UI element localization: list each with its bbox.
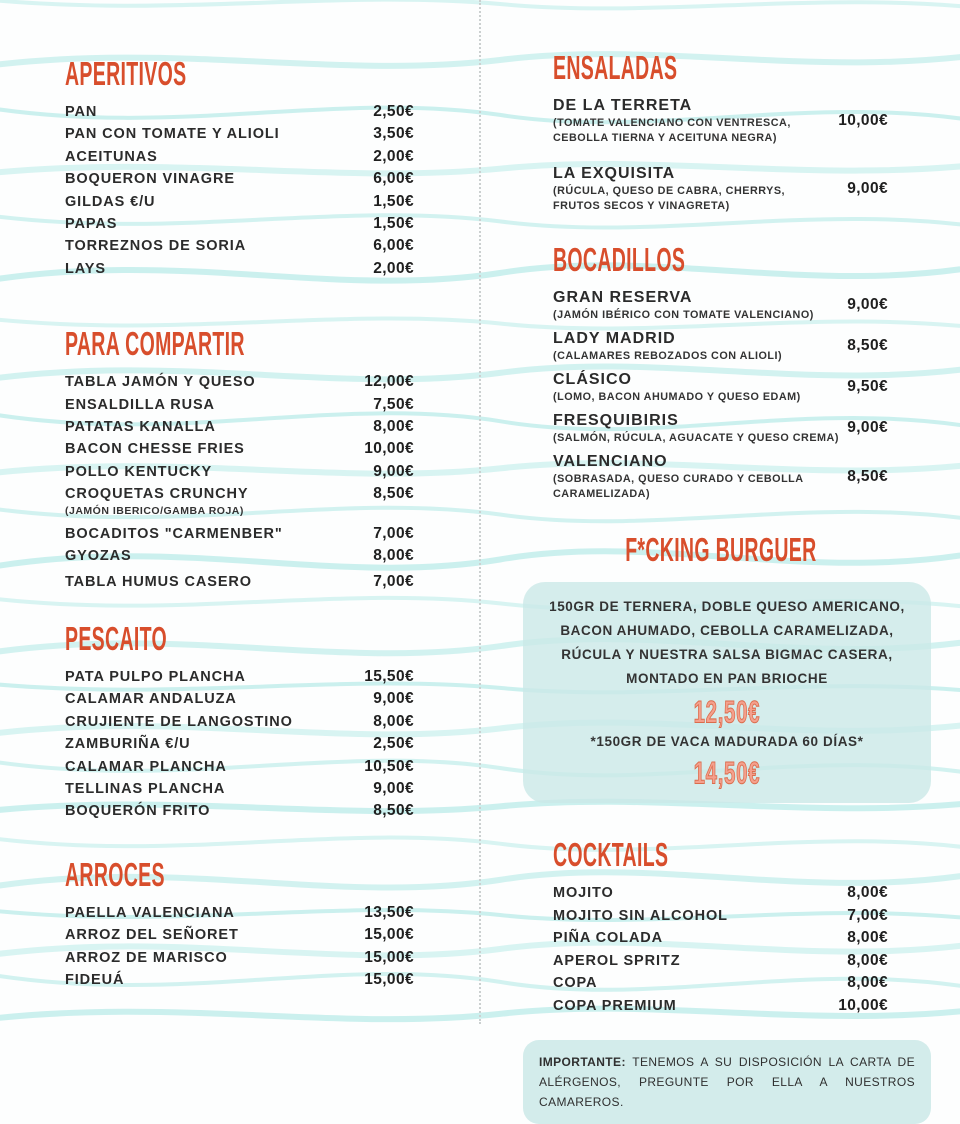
item-price: 1,50€ xyxy=(373,215,414,233)
section-title-text: ENSALADAS xyxy=(553,48,678,87)
item-price: 3,50€ xyxy=(373,125,414,143)
menu-item-row xyxy=(553,972,888,995)
menu-item-row xyxy=(65,258,414,280)
item-price: 8,50€ xyxy=(847,467,888,485)
menu-item-row xyxy=(65,545,414,567)
item-name: APEROL SPRITZ xyxy=(553,952,681,969)
item-price: 8,00€ xyxy=(373,547,414,565)
menu-item-row xyxy=(65,213,414,235)
item-name: MOJITO xyxy=(553,885,614,901)
menu-item-row xyxy=(65,711,414,733)
item-price: 9,00€ xyxy=(847,296,888,313)
item-description: (JAMÓN IBÉRICO CON TOMATE VALENCIANO) xyxy=(553,309,814,321)
item-name: ACEITUNAS xyxy=(65,148,158,165)
item-name: CALAMAR ANDALUZA xyxy=(65,691,237,708)
section-title-text: PARA COMPARTIR xyxy=(65,324,245,363)
menu-item-row xyxy=(65,416,414,438)
section-title-text: F*CKING BURGUER xyxy=(624,530,817,569)
section-title xyxy=(65,619,414,658)
section-title xyxy=(553,240,888,279)
item-name: ZAMBURIÑA €/U xyxy=(65,736,191,753)
menu-item-row xyxy=(65,438,414,460)
item-description: (TOMATE VALENCIANO CON VENTRESCA, CEBOLLA TIERNA Y ACEITUNA NEGRA) xyxy=(553,117,791,144)
item-name: CLÁSICO xyxy=(553,371,632,388)
item-price: 15,50€ xyxy=(364,667,414,685)
item-price: 9,00€ xyxy=(847,179,888,197)
menu-item-row xyxy=(65,123,414,145)
item-name: GYOZAS xyxy=(65,548,132,565)
item-price: 13,50€ xyxy=(364,903,414,921)
item-name: MOJITO SIN ALCOHOL xyxy=(553,907,728,924)
item-name: ARROZ DE MARISCO xyxy=(65,949,228,966)
item-detail: (JAMÓN IBERICO/GAMBA ROJA) xyxy=(65,504,244,517)
menu-right-column xyxy=(480,0,960,1109)
menu-item-row xyxy=(65,523,414,545)
section-title-text: ARROCES xyxy=(65,855,165,894)
section-title-text: COCKTAILS xyxy=(553,835,669,874)
item-name: ENSALDILLA RUSA xyxy=(65,396,215,413)
item-name: PAPAS xyxy=(65,216,118,233)
item-name: CROQUETAS CRUNCHY xyxy=(65,486,249,503)
item-name: COPA xyxy=(553,975,598,992)
menu-item-row xyxy=(553,410,888,446)
menu-item-row xyxy=(553,163,888,214)
burger-price-text: 14,50€ xyxy=(693,756,761,791)
burger-description: 150GR DE TERNERA, DOBLE QUESO AMERICANO, BACON AHUMADO, CEBOLLA CARAMELIZADA, RÚCULA Y NUESTRA SALSA BIGMAC CASERA, MONTADO EN PAN BRIOCHE xyxy=(549,599,905,686)
menu-item-row xyxy=(65,191,414,213)
item-price: 10,00€ xyxy=(364,440,414,458)
item-name: FIDEUÁ xyxy=(65,971,125,988)
item-name: GILDAS €/U xyxy=(65,193,156,210)
menu-item-row xyxy=(65,666,414,688)
item-price: 8,00€ xyxy=(847,974,888,992)
section-ensaladas xyxy=(553,50,888,214)
menu-item-row xyxy=(553,950,888,973)
allergen-note-text: TENEMOS A SU DISPOSICIÓN LA CARTA DE ALÉRGENOS, PREGUNTE POR ELLA A NUESTROS CAMAREROS. xyxy=(539,1054,915,1109)
item-price: 6,00€ xyxy=(373,237,414,255)
menu-item-row xyxy=(65,924,414,946)
menu-item-row xyxy=(553,905,888,928)
item-name: PAN CON TOMATE Y ALIOLI xyxy=(65,126,280,143)
section-para-compartir xyxy=(65,326,414,593)
item-name: TABLA JAMÓN Y QUESO xyxy=(65,374,256,391)
item-price: 9,00€ xyxy=(373,690,414,708)
menu-item-row xyxy=(65,902,414,924)
menu-item-row xyxy=(65,969,414,991)
item-name: DE LA TERRETA xyxy=(553,97,693,114)
menu-item-row xyxy=(553,882,888,905)
item-description: (SALMÓN, RÚCULA, AGUACATE Y QUESO CREMA) xyxy=(553,432,839,444)
item-name: BOQUERON VINAGRE xyxy=(65,171,235,188)
item-price: 10,50€ xyxy=(364,757,414,775)
menu-item-row xyxy=(65,947,414,969)
item-price: 8,00€ xyxy=(847,951,888,969)
item-price: 9,50€ xyxy=(847,378,888,395)
menu-item-row xyxy=(65,394,414,416)
item-price: 10,00€ xyxy=(838,111,888,129)
item-price: 6,00€ xyxy=(373,170,414,188)
item-price: 9,00€ xyxy=(373,462,414,480)
item-price: 12,00€ xyxy=(364,373,414,391)
section-title xyxy=(65,324,414,363)
item-description: (LOMO, BACON AHUMADO Y QUESO EDAM) xyxy=(553,391,801,403)
menu-item-row xyxy=(553,927,888,950)
section-title xyxy=(65,855,414,894)
item-name: FRESQUIBIRIS xyxy=(553,412,679,429)
menu-item-row xyxy=(65,168,414,190)
item-price: 9,00€ xyxy=(847,419,888,436)
item-price: 8,50€ xyxy=(373,802,414,820)
menu-item-row xyxy=(553,369,888,405)
item-price: 7,00€ xyxy=(373,524,414,542)
menu-item-row xyxy=(65,461,414,483)
item-price: 7,00€ xyxy=(373,572,414,590)
burger-price xyxy=(543,756,911,791)
item-price: 15,00€ xyxy=(364,926,414,944)
section-bocadillos xyxy=(553,242,888,502)
item-name: LAYS xyxy=(65,260,106,277)
allergen-note-label: IMPORTANTE: xyxy=(539,1054,626,1069)
menu-item-row xyxy=(65,101,414,123)
menu-item-row xyxy=(65,235,414,257)
item-name: BOCADITOS "CARMENBER" xyxy=(65,525,283,542)
item-name: GRAN RESERVA xyxy=(553,289,693,306)
item-name: PATA PULPO PLANCHA xyxy=(65,668,246,685)
item-price: 1,50€ xyxy=(373,192,414,210)
item-price: 8,00€ xyxy=(373,712,414,730)
item-name: CRUJIENTE DE LANGOSTINO xyxy=(65,713,293,730)
section-arroces xyxy=(65,857,414,992)
menu-item-row xyxy=(65,483,414,505)
item-price: 2,50€ xyxy=(373,735,414,753)
item-price: 2,00€ xyxy=(373,147,414,165)
item-description: (CALAMARES REBOZADOS CON ALIOLI) xyxy=(553,350,783,362)
burger-price-text: 12,50€ xyxy=(693,695,761,730)
section-title xyxy=(553,530,888,569)
item-name: VALENCIANO xyxy=(553,453,668,470)
menu-item-row xyxy=(553,451,888,502)
section-title xyxy=(65,54,414,93)
item-price: 2,50€ xyxy=(373,103,414,120)
item-name: POLLO KENTUCKY xyxy=(65,463,213,480)
item-name: PAN xyxy=(65,104,98,120)
section-title-text: APERITIVOS xyxy=(65,54,187,93)
item-description: (SOBRASADA, QUESO CURADO Y CEBOLLA CARAMELIZADA) xyxy=(553,473,804,500)
item-price: 7,50€ xyxy=(373,395,414,413)
item-description: (RÚCULA, QUESO DE CABRA, CHERRYS, FRUTOS SECOS Y VINAGRETA) xyxy=(553,185,786,212)
allergen-note xyxy=(523,1040,931,1124)
section-title-text: BOCADILLOS xyxy=(553,240,686,279)
item-name: CALAMAR PLANCHA xyxy=(65,758,227,775)
item-price: 8,00€ xyxy=(847,929,888,947)
item-name: BOQUERÓN FRITO xyxy=(65,803,211,820)
item-name: BACON CHESSE FRIES xyxy=(65,441,245,458)
item-price: 9,00€ xyxy=(373,779,414,797)
section-cocktails xyxy=(553,837,888,1018)
menu-item-row xyxy=(65,800,414,822)
item-name: TELLINAS PLANCHA xyxy=(65,780,226,797)
item-price: 15,00€ xyxy=(364,948,414,966)
item-price: 8,50€ xyxy=(847,337,888,354)
item-name: LA EXQUISITA xyxy=(553,165,676,182)
menu-item-row xyxy=(65,756,414,778)
burger-panel xyxy=(523,582,931,803)
item-name: COPA PREMIUM xyxy=(553,997,677,1014)
menu-item-row xyxy=(65,688,414,710)
section-title xyxy=(553,48,888,87)
menu-item-row xyxy=(553,287,888,323)
burger-upgrade-note: *150GR DE VACA MADURADA 60 DÍAS* xyxy=(590,734,864,749)
item-name: LADY MADRID xyxy=(553,330,676,347)
item-price: 8,00€ xyxy=(847,884,888,901)
section-burger xyxy=(549,530,905,803)
menu-item-row xyxy=(65,146,414,168)
menu-item-row xyxy=(65,778,414,800)
item-price: 8,50€ xyxy=(373,485,414,503)
item-price: 8,00€ xyxy=(373,418,414,436)
section-pescaito xyxy=(65,621,414,823)
burger-price xyxy=(543,695,911,730)
item-name: PAELLA VALENCIANA xyxy=(65,904,235,921)
item-price: 2,00€ xyxy=(373,259,414,277)
item-price: 10,00€ xyxy=(838,996,888,1014)
section-aperitivos xyxy=(65,56,414,280)
item-name: TORREZNOS DE SORIA xyxy=(65,238,247,255)
item-price: 7,00€ xyxy=(847,906,888,924)
section-title xyxy=(553,835,888,874)
menu-item-row xyxy=(65,733,414,755)
menu-item-row xyxy=(553,995,888,1018)
item-name: ARROZ DEL SEÑORET xyxy=(65,927,239,944)
menu-left-column xyxy=(0,0,480,1024)
item-name: PIÑA COLADA xyxy=(553,930,664,947)
item-price: 15,00€ xyxy=(364,970,414,988)
menu-item-row xyxy=(65,371,414,393)
item-name: PATATAS KANALLA xyxy=(65,419,216,436)
section-title-text: PESCAITO xyxy=(65,619,168,658)
menu-item-row xyxy=(65,571,414,593)
menu-item-row xyxy=(553,328,888,364)
item-name: TABLA HUMUS CASERO xyxy=(65,573,252,590)
menu-item-row xyxy=(553,95,888,146)
